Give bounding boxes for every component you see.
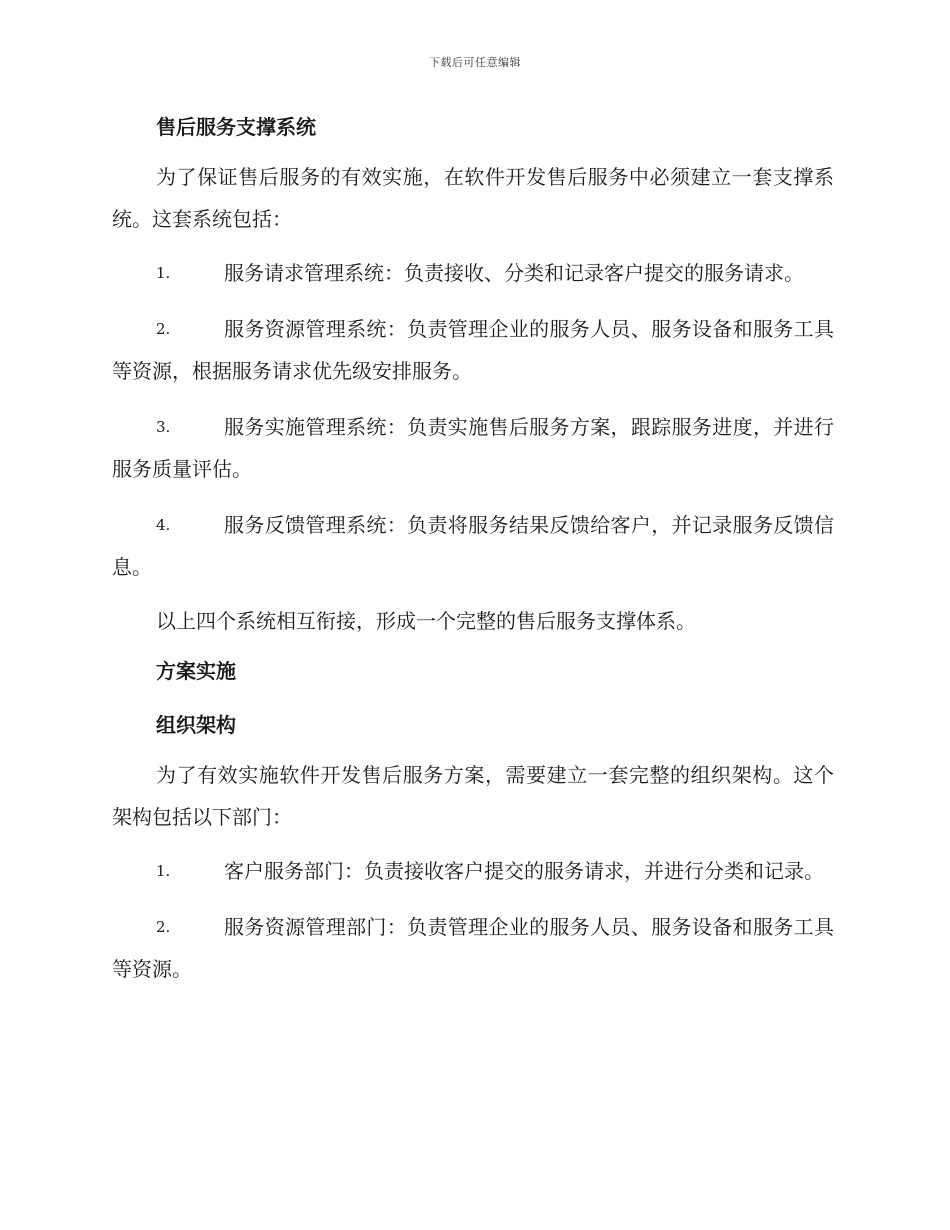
list-item bbox=[112, 906, 834, 990]
header-note: 下载后可任意编辑 bbox=[429, 56, 521, 69]
list-item bbox=[112, 308, 834, 392]
list-number: 2. bbox=[156, 320, 171, 338]
list-item-text: 服务实施管理系统：负责实施售后服务方案，跟踪服务进度，并进行服务质量评估。 bbox=[112, 415, 834, 481]
list-number: 2. bbox=[156, 918, 171, 936]
section-heading-support-system: 售后服务支撑系统 bbox=[156, 115, 316, 139]
list-number: 4. bbox=[156, 516, 171, 534]
support-system-intro: 为了保证售后服务的有效实施，在软件开发售后服务中必须建立一套支撑系统。这套系统包括： bbox=[112, 165, 834, 231]
list-item bbox=[112, 406, 834, 490]
list-item-text: 服务资源管理部门：负责管理企业的服务人员、服务设备和服务工具等资源。 bbox=[112, 915, 834, 981]
list-item-text: 服务反馈管理系统：负责将服务结果反馈给客户，并记录服务反馈信息。 bbox=[112, 513, 834, 579]
section-heading-implementation: 方案实施 bbox=[156, 659, 236, 683]
document-body bbox=[112, 110, 834, 990]
organization-intro: 为了有效实施软件开发售后服务方案，需要建立一套完整的组织架构。这个架构包括以下部门： bbox=[112, 763, 834, 829]
list-item-text: 客户服务部门：负责接收客户提交的服务请求，并进行分类和记录。 bbox=[224, 859, 824, 883]
list-item-text: 服务资源管理系统：负责管理企业的服务人员、服务设备和服务工具等资源，根据服务请求优先级安排服务。 bbox=[112, 317, 834, 383]
support-system-summary: 以上四个系统相互衔接，形成一个完整的售后服务支撑体系。 bbox=[156, 609, 696, 633]
list-item-text: 服务请求管理系统：负责接收、分类和记录客户提交的服务请求。 bbox=[224, 261, 804, 285]
list-number: 1. bbox=[156, 862, 171, 880]
list-number: 1. bbox=[156, 264, 171, 282]
list-item bbox=[112, 850, 834, 892]
list-number: 3. bbox=[156, 418, 171, 436]
list-item bbox=[112, 252, 834, 294]
section-heading-organization: 组织架构 bbox=[156, 713, 236, 737]
list-item bbox=[112, 504, 834, 588]
